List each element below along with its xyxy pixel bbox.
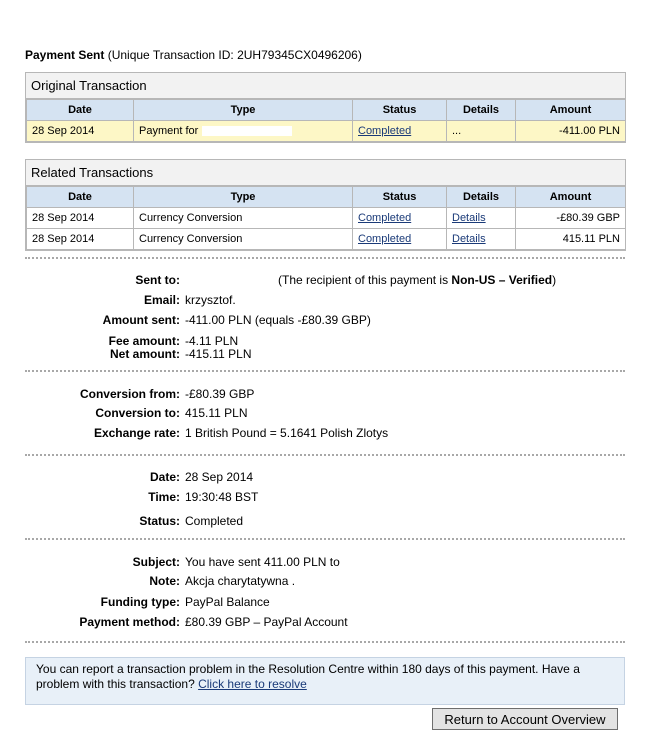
col-details: Details — [447, 100, 516, 121]
col-status: Status — [353, 187, 447, 208]
subject-value: You have sent 411.00 PLN to — [185, 555, 340, 569]
email-value: krzysztof. — [185, 293, 236, 307]
recipient-status: Non-US – Verified — [451, 273, 553, 287]
status-label: Status: — [139, 514, 180, 528]
date-label: Date: — [149, 470, 180, 484]
return-to-account-overview-button[interactable]: Return to Account Overview — [432, 708, 618, 730]
page-title: Payment Sent — [25, 48, 105, 62]
exchange-rate-value: 1 British Pound = 5.1641 Polish Zlotys — [185, 426, 389, 440]
status-row — [0, 513, 649, 529]
conversion-to-label: Conversion to: — [95, 406, 180, 420]
cell-date: 28 Sep 2014 — [27, 208, 134, 229]
resolution-notice-text: You can report a transaction problem in the Resolution Centre within 180 days of this payment. Have a problem with this transaction? — [36, 662, 580, 691]
subject-label: Subject: — [132, 555, 180, 569]
col-amount: Amount — [516, 187, 626, 208]
net-amount-row — [0, 346, 649, 362]
col-date: Date — [27, 187, 134, 208]
section-divider — [25, 538, 625, 540]
conversion-to-value: 415.11 PLN — [185, 406, 248, 420]
recipient-status-text — [278, 272, 556, 288]
status-value: Completed — [185, 514, 244, 528]
table-row — [27, 208, 626, 229]
note-label: Note: — [149, 574, 180, 588]
resolution-notice — [25, 657, 625, 705]
table-row — [27, 121, 626, 142]
sent-to-row — [0, 272, 649, 288]
net-amount-value: -415.11 PLN — [185, 347, 252, 361]
status-link[interactable]: Completed — [358, 212, 412, 224]
date-value: 28 Sep 2014 — [185, 470, 254, 484]
cell-amount: -£80.39 GBP — [516, 208, 626, 229]
cell-details: ... — [447, 121, 516, 142]
exchange-rate-label: Exchange rate: — [93, 426, 180, 440]
col-amount: Amount — [516, 100, 626, 121]
cell-status — [353, 121, 447, 142]
cell-details — [447, 229, 516, 250]
fee-amount-label: Fee amount: — [108, 334, 180, 348]
conversion-to-row — [0, 405, 649, 421]
section-divider — [25, 257, 625, 259]
funding-type-value: PayPal Balance — [185, 595, 270, 609]
conversion-from-label: Conversion from: — [79, 387, 180, 401]
funding-type-row — [0, 594, 649, 610]
time-value: 19:30:48 BST — [185, 490, 259, 504]
redacted-block — [202, 126, 292, 136]
email-row — [0, 292, 649, 308]
cell-date: 28 Sep 2014 — [27, 229, 134, 250]
col-type: Type — [134, 100, 353, 121]
payment-method-label: Payment method: — [79, 615, 180, 629]
note-row — [0, 573, 649, 589]
table-header-row — [27, 187, 626, 208]
date-row — [0, 469, 649, 485]
cell-type: Currency Conversion — [134, 229, 353, 250]
cell-amount: -411.00 PLN — [516, 121, 626, 142]
related-transactions-table — [26, 186, 626, 250]
subject-row — [0, 554, 649, 570]
cell-status — [353, 229, 447, 250]
time-label: Time: — [148, 490, 180, 504]
section-divider — [25, 641, 625, 643]
fee-amount-value: -4.11 PLN — [185, 334, 239, 348]
col-date: Date — [27, 100, 134, 121]
funding-type-label: Funding type: — [100, 595, 180, 609]
section-divider — [25, 370, 625, 372]
conversion-from-value: -£80.39 GBP — [185, 387, 255, 401]
page-header — [25, 48, 362, 62]
amount-sent-value: -411.00 PLN (equals -£80.39 GBP) — [185, 313, 371, 327]
transaction-id: (Unique Transaction ID: 2UH79345CX0496206) — [107, 48, 362, 62]
related-transactions-title: Related Transactions — [26, 160, 625, 186]
col-details: Details — [447, 187, 516, 208]
status-link[interactable]: Completed — [358, 233, 412, 245]
net-amount-label: Net amount: — [110, 347, 180, 361]
payment-method-value: £80.39 GBP – PayPal Account — [185, 615, 348, 629]
email-label: Email: — [143, 293, 180, 307]
original-transaction-section — [25, 72, 626, 143]
status-link[interactable]: Completed — [358, 125, 412, 137]
recipient-note: (The recipient of this payment is — [278, 273, 449, 287]
section-divider — [25, 454, 625, 456]
details-link[interactable]: Details — [452, 212, 486, 224]
cell-date: 28 Sep 2014 — [27, 121, 134, 142]
original-transaction-title: Original Transaction — [26, 73, 625, 99]
cell-type: Currency Conversion — [134, 208, 353, 229]
resolve-link[interactable]: Click here to resolve — [198, 677, 307, 691]
original-transaction-table — [26, 99, 626, 142]
cell-details — [447, 208, 516, 229]
table-header-row — [27, 100, 626, 121]
cell-type — [134, 121, 353, 142]
amount-sent-row — [0, 312, 649, 328]
amount-sent-label: Amount sent: — [102, 313, 180, 327]
cell-status — [353, 208, 447, 229]
payment-method-row — [0, 614, 649, 630]
conversion-from-row — [0, 386, 649, 402]
table-row — [27, 229, 626, 250]
exchange-rate-row — [0, 425, 649, 441]
note-value: Akcja charytatywna . — [185, 574, 296, 588]
col-status: Status — [353, 100, 447, 121]
sent-to-label: Sent to: — [135, 273, 180, 287]
details-link[interactable]: Details — [452, 233, 486, 245]
recipient-note-close: ) — [552, 273, 557, 287]
col-type: Type — [134, 187, 353, 208]
time-row — [0, 489, 649, 505]
cell-type-text: Payment for — [139, 125, 199, 137]
cell-amount: 415.11 PLN — [516, 229, 626, 250]
related-transactions-section — [25, 159, 626, 251]
